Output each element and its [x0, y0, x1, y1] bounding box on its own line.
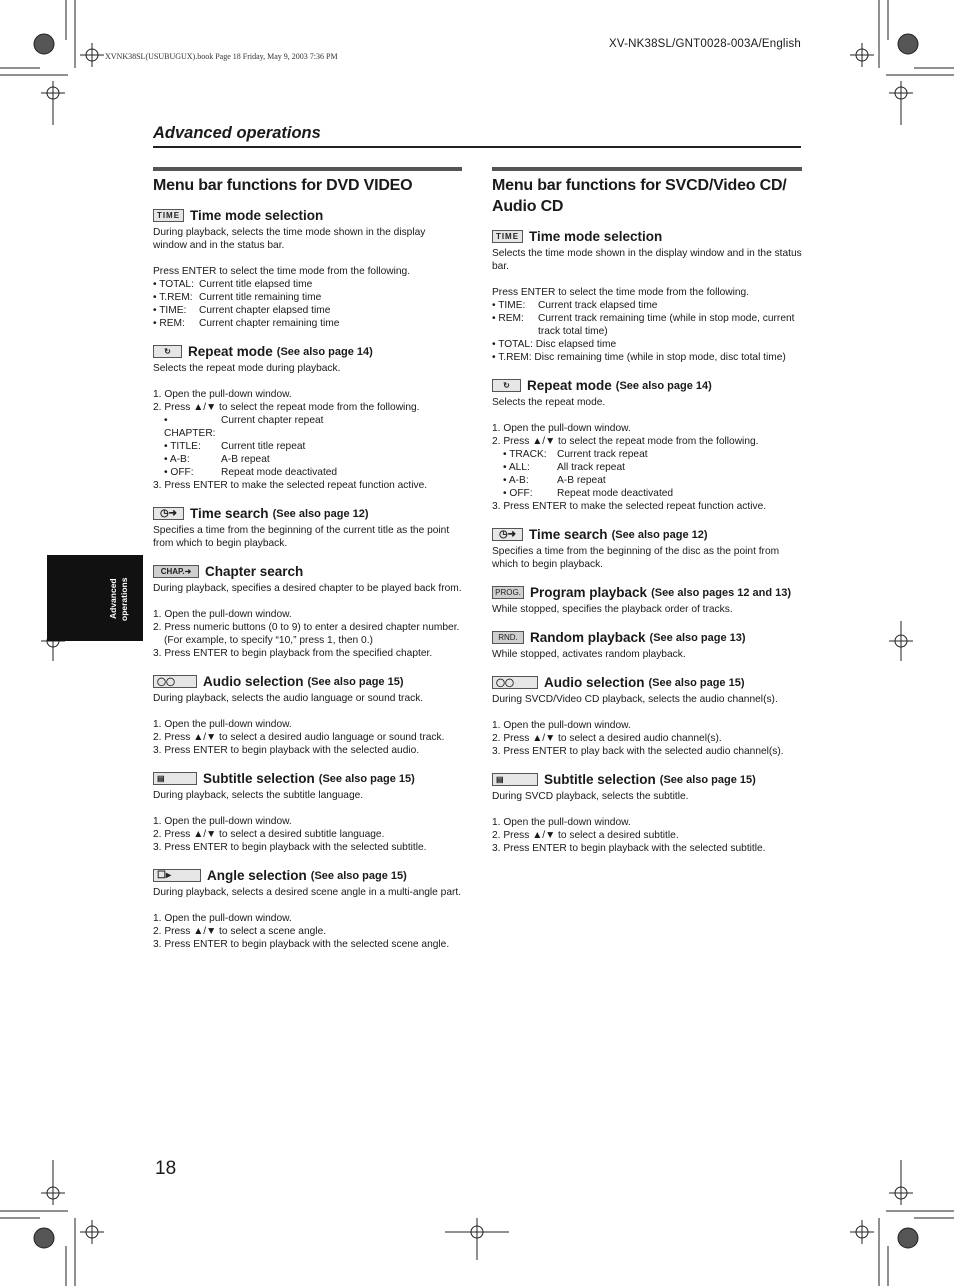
- page-ref: (See also page 15): [310, 869, 407, 882]
- repeat-icon: ↻: [153, 345, 182, 358]
- program-item: [492, 585, 802, 616]
- item-heading: Subtitle selection: [203, 771, 315, 786]
- item-heading: Subtitle selection: [544, 772, 656, 787]
- item-desc: During playback, selects the audio language or sound track.: [153, 693, 424, 704]
- item-desc: During playback, selects the time mode shown in the display window and in the status bar.: [153, 227, 426, 251]
- item-heading: Time search: [190, 506, 269, 521]
- vcd-title: Menu bar functions for SVCD/Video CD/ Audio CD: [492, 177, 787, 215]
- audio-item: [492, 675, 802, 758]
- section-rule: [153, 146, 801, 148]
- file-info: XVNK38SL(USUBUGUX).book Page 18 Friday, May 9, 2003 7:36 PM: [105, 52, 338, 61]
- step: 3. Press ENTER to make the selected repeat function active.: [492, 501, 767, 512]
- step: 2. Press ▲/▼ to select a desired audio language or sound track.: [153, 732, 445, 743]
- item-desc: Specifies a time from the beginning of the disc as the point from which to begin playback.: [492, 546, 780, 570]
- time-search-item: [153, 506, 462, 550]
- item-heading: Time mode selection: [190, 208, 324, 223]
- angle-item: [153, 868, 462, 951]
- step: 1. Open the pull-down window.: [492, 720, 631, 731]
- audio-item: [153, 674, 462, 757]
- subtitle-item: [492, 772, 802, 855]
- step: 2. Press ▲/▼ to select the repeat mode from the following.: [492, 436, 759, 447]
- step: 2. Press ▲/▼ to select the repeat mode from the following.: [153, 402, 420, 413]
- step: 1. Open the pull-down window.: [153, 609, 292, 620]
- step: 2. Press ▲/▼ to select a desired subtitle.: [492, 830, 679, 841]
- item-desc: Selects the repeat mode during playback.: [153, 363, 341, 374]
- item-desc: During SVCD/Video CD playback, selects the audio channel(s).: [492, 694, 778, 705]
- clock-arrow-icon: ◷➜: [492, 528, 523, 541]
- step: 1. Open the pull-down window.: [492, 423, 631, 434]
- chapter-search-item: [153, 564, 462, 660]
- item-heading: Repeat mode: [527, 378, 612, 393]
- subtitle-icon: ▤: [153, 772, 197, 785]
- page-ref: (See also page 12): [611, 528, 708, 541]
- item-heading: Time search: [529, 527, 608, 542]
- step: 3. Press ENTER to play back with the selected audio channel(s).: [492, 746, 784, 757]
- item-heading: Repeat mode: [188, 344, 273, 359]
- repeat-item: ↻ Repeat mode (See also page 14) Selects the repeat mode. 1. Open the pull-down window. 2. Press ▲/▼ to select the repeat mode from the following. • TRACK: Current track repeat • ALL: All track repeat • A-B: A-B repeat • OFF: Repeat mode deactivated 3. Press ENTER to make the selected repeat function active.: [492, 378, 802, 513]
- side-tab-label: Advanced operations: [108, 577, 129, 621]
- page-number: 18: [155, 1158, 177, 1179]
- step: 3. Press ENTER to begin playback with the selected audio.: [153, 745, 420, 756]
- dvd-column: [153, 167, 462, 965]
- item-heading: Angle selection: [207, 868, 307, 883]
- time-search-item: [492, 527, 802, 571]
- item-desc: Selects the repeat mode.: [492, 397, 606, 408]
- chapter-icon: CHAP. ➜: [153, 565, 199, 578]
- item-heading: Audio selection: [203, 674, 304, 689]
- page-ref: (See also page 15): [659, 773, 756, 786]
- item-desc: Selects the time mode shown in the display window and in the status bar.: [492, 248, 802, 272]
- page-ref: (See also page 15): [318, 772, 415, 785]
- time-icon: TIME: [153, 209, 184, 222]
- dvd-title: Menu bar functions for DVD VIDEO: [153, 177, 413, 194]
- item-heading: Time mode selection: [529, 229, 663, 244]
- time-mode-item: TIME Time mode selection Selects the time mode shown in the display window and in the status bar. Press ENTER to select the time mode from the following. • TIME: Current track elapsed time • REM: Current track remaining time (while in stop mode, current track total time) • TOTAL: Disc elapsed time • T.REM: Disc remaining time (while in stop mode, disc total time): [492, 229, 802, 363]
- option: • TOTAL: Disc elapsed time: [492, 339, 617, 350]
- page-ref: (See also page 13): [649, 631, 746, 644]
- item-heading: Chapter search: [205, 564, 304, 579]
- item-desc: During playback, selects the subtitle language.: [153, 790, 364, 801]
- step: 2. Press ▲/▼ to select a scene angle.: [153, 926, 327, 937]
- step: 2. Press ▲/▼ to select a desired audio channel(s).: [492, 733, 722, 744]
- camera-icon: ☐▸: [153, 869, 201, 882]
- audio-icon: ◯◯: [492, 676, 538, 689]
- model-code: XV-NK38SL/GNT0028-003A/English: [608, 38, 801, 50]
- step: 2. Press ▲/▼ to select a desired subtitle language.: [153, 829, 385, 840]
- subtitle-icon: ▤: [492, 773, 538, 786]
- item-desc: Specifies a time from the beginning of the current title as the point from which to begin playback.: [153, 525, 450, 549]
- page-ref: (See also page 12): [272, 507, 369, 520]
- audio-icon: ◯◯: [153, 675, 197, 688]
- page-ref: (See also page 14): [615, 379, 712, 392]
- item-heading: Random playback: [530, 630, 646, 645]
- step: 3. Press ENTER to begin playback from the specified chapter.: [153, 648, 433, 659]
- item-desc: While stopped, specifies the playback order of tracks.: [492, 604, 733, 615]
- item-intro: Press ENTER to select the time mode from the following.: [492, 287, 750, 298]
- vcd-column: [492, 167, 802, 869]
- step: 1. Open the pull-down window.: [492, 817, 631, 828]
- subtitle-item: [153, 771, 462, 854]
- page-ref: (See also page 15): [648, 676, 745, 689]
- step: 3. Press ENTER to begin playback with the selected subtitle.: [153, 842, 427, 853]
- item-desc: During playback, specifies a desired chapter to be played back from.: [153, 583, 462, 594]
- item-intro: Press ENTER to select the time mode from the following.: [153, 266, 411, 277]
- column-bar: [153, 167, 462, 171]
- random-icon: RND.: [492, 631, 524, 644]
- column-bar: [492, 167, 802, 171]
- time-mode-item: TIME Time mode selection During playback, selects the time mode shown in the display window and in the status bar. Press ENTER to select the time mode from the following. • TOTAL: Current title elapsed time • T.REM: Current title remaining time • TIME: Current chapter elapsed time • REM: Current chapter remaining time: [153, 208, 462, 330]
- item-desc: While stopped, activates random playback.: [492, 649, 686, 660]
- item-heading: Audio selection: [544, 675, 645, 690]
- step: 1. Open the pull-down window.: [153, 719, 292, 730]
- step: 1. Open the pull-down window.: [153, 389, 292, 400]
- repeat-icon: ↻: [492, 379, 521, 392]
- clock-arrow-icon: ◷➜: [153, 507, 184, 520]
- repeat-item: ↻ Repeat mode (See also page 14) Selects the repeat mode during playback. 1. Open the pull-down window. 2. Press ▲/▼ to select the repeat mode from the following. • CHAPTER: Current chapter repeat • TITLE: Current title repeat • A-B: A-B repeat • OFF: Repeat mode deactivated 3. Press ENTER to make the selected repeat function active.: [153, 344, 462, 492]
- section-title: Advanced operations: [153, 124, 321, 142]
- option: • T.REM: Disc remaining time (while in stop mode, disc total time): [492, 352, 786, 363]
- step: 3. Press ENTER to begin playback with the selected subtitle.: [492, 843, 766, 854]
- step: 1. Open the pull-down window.: [153, 913, 292, 924]
- program-icon: PROG.: [492, 586, 524, 599]
- step: 1. Open the pull-down window.: [153, 816, 292, 827]
- step: 3. Press ENTER to begin playback with the selected scene angle.: [153, 939, 450, 950]
- time-icon: TIME: [492, 230, 523, 243]
- item-heading: Program playback: [530, 585, 648, 600]
- page-ref: (See also pages 12 and 13): [651, 586, 792, 599]
- page-ref: (See also page 15): [307, 675, 404, 688]
- random-item: [492, 630, 802, 661]
- item-desc: During SVCD playback, selects the subtitle.: [492, 791, 689, 802]
- page-ref: (See also page 14): [276, 345, 373, 358]
- step: 3. Press ENTER to make the selected repeat function active.: [153, 480, 428, 491]
- item-desc: During playback, selects a desired scene angle in a multi-angle part.: [153, 887, 462, 898]
- step: 2. Press numeric buttons (0 to 9) to enter a desired chapter number. (For example, to specify “10,” press 1, then 0.): [153, 622, 460, 646]
